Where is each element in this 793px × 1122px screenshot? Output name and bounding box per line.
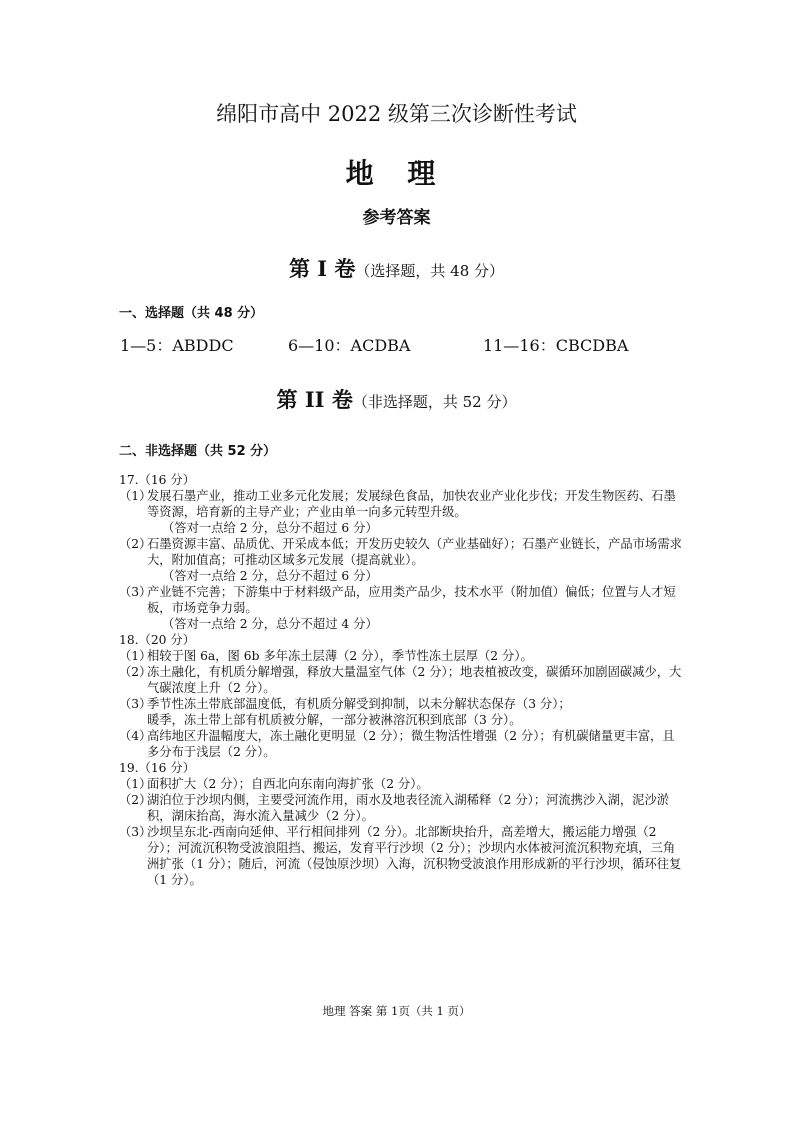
item-number: （1）: [119, 649, 152, 663]
item-text: 高纬地区升温幅度大，冻土融化更明显（2 分）；微生物活性增强（2 分）；有机碳储量更丰富，且多分布于浅层（2 分）。: [147, 729, 675, 759]
item-number: （1）: [119, 489, 152, 503]
q19-item-1: [119, 776, 684, 792]
answer-key-subtitle: 参考答案: [362, 208, 431, 228]
q18-item-4: [119, 728, 684, 760]
item-text: 湖泊位于沙坝内侧，主要受河流作用，雨水及地表径流入湖稀释（2 分）；河流携沙入湖，泥沙淤积，湖床抬高，海水流入量减少（2 分）。: [147, 793, 670, 823]
item-text: 石墨资源丰富、品质优、开采成本低；开发历史较久（产业基础好）；石墨产业链长，产品市场需求大，附加值高；可推动区域多元发展（提高就业）。: [147, 537, 682, 567]
item-text: 沙坝呈东北-西南向延伸、平行相间排列（2 分）。北部断块抬升，高差增大，搬运能力增强（2 分）；河流沉积物受波浪阻挡、搬运，发育平行沙坝（2 分）；沙坝内水体被河流沉积物充填，三角洲扩张（1 分）；随后，河流（侵蚀原沙坝）入海，沉积物受波浪作用形成新的平行沙坝，循环往复（1 分）。: [147, 825, 682, 887]
q18-item-2: [119, 664, 684, 696]
q18-item-3-continued: 暖季，冻土带上部有机质被分解，一部分被淋溶沉积到底部（3 分）。: [147, 713, 522, 727]
item-text: 发展石墨产业，推动工业多元化发展；发展绿色食品，加快农业产业化步伐；开发生物医药、石墨等资源，培育新的主导产业；产业由单一向多元转型升级。: [147, 489, 676, 519]
part2-title: 第 II 卷: [276, 387, 353, 412]
subject-title: 地 理: [345, 157, 448, 190]
part1-title: 第 I 卷: [288, 256, 356, 281]
item-number: （2）: [119, 537, 152, 551]
q19-item-2: [119, 792, 684, 824]
q17-item-1: [119, 488, 684, 520]
part1-heading: [0, 253, 793, 283]
q17-item-3-note: （答对一点给 2 分，总分不超过 4 分）: [162, 617, 378, 631]
q17-head: 17.（16 分）: [119, 473, 196, 487]
item-number: （2）: [119, 665, 152, 679]
item-number: （3）: [119, 697, 152, 711]
exam-title: 绵阳市高中 2022 级第三次诊断性考试: [216, 102, 577, 126]
item-number: （3）: [119, 585, 152, 599]
q18-item-1: [119, 648, 684, 664]
item-text: 季节性冻土带底部温度低，有机质分解受到抑制，以未分解状态保存（3 分）；: [147, 697, 571, 711]
item-number: （1）: [119, 777, 152, 791]
item-number: （4）: [119, 729, 152, 743]
answers-1-5: 1—5：ABDDC: [120, 336, 234, 355]
part1-note: （选择题，共 48 分）: [355, 262, 505, 280]
section1-heading: 一、选择题（共 48 分）: [119, 306, 264, 321]
q18-item-3: [119, 696, 684, 712]
part2-note: （非选择题，共 52 分）: [352, 393, 517, 411]
item-number: （3）: [119, 825, 152, 839]
part2-heading: [0, 384, 793, 414]
q19-item-3: [119, 824, 684, 888]
q18-head: 18.（20 分）: [119, 633, 196, 647]
q17-item-3: [119, 584, 684, 616]
answers-6-10: 6—10：ACDBA: [288, 336, 411, 355]
item-text: 产业链不完善；下游集中于材料级产品，应用类产品少，技术水平（附加值）偏低；位置与人才短板，市场竞争力弱。: [147, 585, 676, 615]
q19-head: 19.（16 分）: [119, 761, 196, 775]
page-footer: 地理 答案 第 1页（共 1 页）: [322, 1004, 471, 1018]
section2-heading: 二、非选择题（共 52 分）: [119, 444, 277, 459]
q17-item-2: [119, 536, 684, 568]
answers-11-16: 11—16：CBCDBA: [483, 336, 629, 355]
item-text: 冻土融化，有机质分解增强，释放大量温室气体（2 分）；地表植被改变，碳循环加剧固碳减少，大气碳浓度上升（2 分）。: [147, 665, 682, 695]
answer-body: [119, 472, 684, 888]
item-text: 面积扩大（2 分）；自西北向东南向海扩张（2 分）。: [147, 777, 429, 791]
q17-item-2-note: （答对一点给 2 分，总分不超过 6 分）: [162, 569, 378, 583]
item-number: （2）: [119, 793, 152, 807]
q17-item-1-note: （答对一点给 2 分，总分不超过 6 分）: [162, 521, 378, 535]
item-text: 相较于图 6a，图 6b 多年冻土层薄（2 分），季节性冻土层厚（2 分）。: [147, 649, 533, 663]
